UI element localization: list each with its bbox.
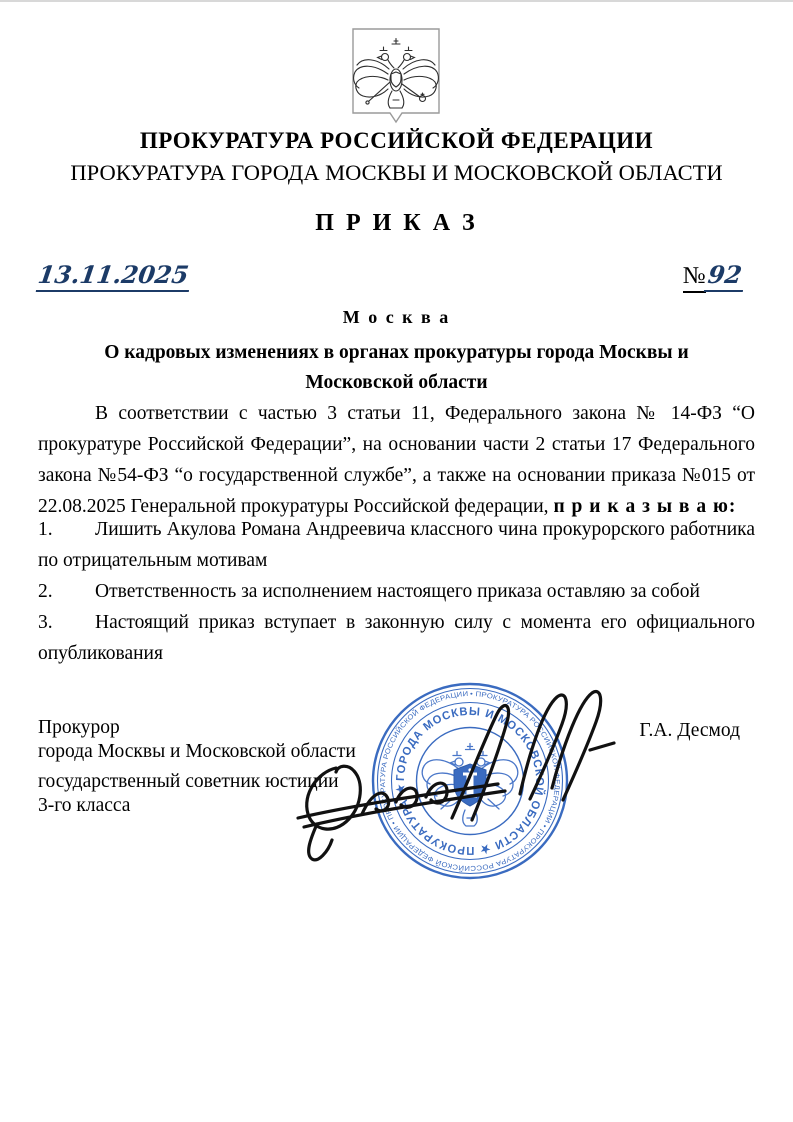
coat-of-arms-icon	[351, 26, 441, 125]
signatory-name: Г.А. Десмод	[639, 720, 740, 741]
intro-text: В соответствии с частью 3 статьи 11, Федерального закона № 14-ФЗ “О прокуратуре Российской Федерации”, на основании части 2 статьи 17 Федерального закона №54-ФЗ “о государственной службе”, а также на основании приказа №015 от 22.08.2025 Генеральной прокуратуры Российской федерации,	[38, 403, 755, 517]
order-date: 13.11.2025	[36, 260, 194, 292]
signatory-post-line1: Прокурор	[38, 717, 120, 738]
document-type-title: П Р И К А З	[315, 210, 478, 236]
order-number	[683, 260, 745, 293]
order-items	[38, 514, 755, 669]
city-line: М о с к в а	[342, 307, 451, 327]
intro-decree-word: п р и к а з ы в а ю:	[553, 496, 737, 517]
order-item	[38, 576, 755, 607]
order-subject: О кадровых изменениях в органах прокуратуры города Москвы и Московской области	[104, 342, 689, 393]
org-name-line2: ПРОКУРАТУРА ГОРОДА МОСКВЫ И МОСКОВСКОЙ ОБЛАСТИ	[70, 160, 723, 185]
signatory-rank-line2: 3-го класса	[38, 795, 131, 816]
item-text: Настоящий приказ вступает в законную силу с момента его официального опубликования	[38, 612, 755, 664]
org-name-line1: ПРОКУРАТУРА РОССИЙСКОЙ ФЕДЕРАЦИИ	[139, 128, 654, 153]
item-number: 3.	[38, 612, 53, 633]
meta-row	[38, 260, 745, 294]
intro-paragraph	[38, 398, 755, 522]
signatory-post-line2: города Москвы и Московской области	[38, 741, 356, 762]
order-item	[38, 514, 755, 576]
item-text: Лишить Акулова Романа Андреевича классного чина прокурорского работника по отрицательным мотивам	[38, 519, 755, 571]
number-sign: №	[683, 263, 706, 293]
stamp-outer-ring-text: • ПРОКУРАТУРА РОССИЙСКОЙ ФЕДЕРАЦИИ • ПРОКУРАТУРА РОССИЙСКОЙ ФЕДЕРАЦИИ • ПРОКУРАТУРА РОССИЙСКОЙ ФЕДЕРАЦИИ	[379, 690, 560, 872]
item-text: Ответственность за исполнением настоящего приказа оставляю за собой	[95, 581, 700, 602]
stamp-inner-band-text: ГОРОДА МОСКВЫ И МОСКОВСКОЙ ОБЛАСТИ ★ ПРОКУРАТУРА ★	[394, 705, 546, 857]
signatory-rank-line1: государственный советник юстиции	[38, 771, 339, 792]
stamp-and-signature	[290, 657, 640, 907]
item-number: 1.	[38, 519, 53, 540]
item-number: 2.	[38, 581, 53, 602]
number-value: 92	[703, 260, 747, 292]
